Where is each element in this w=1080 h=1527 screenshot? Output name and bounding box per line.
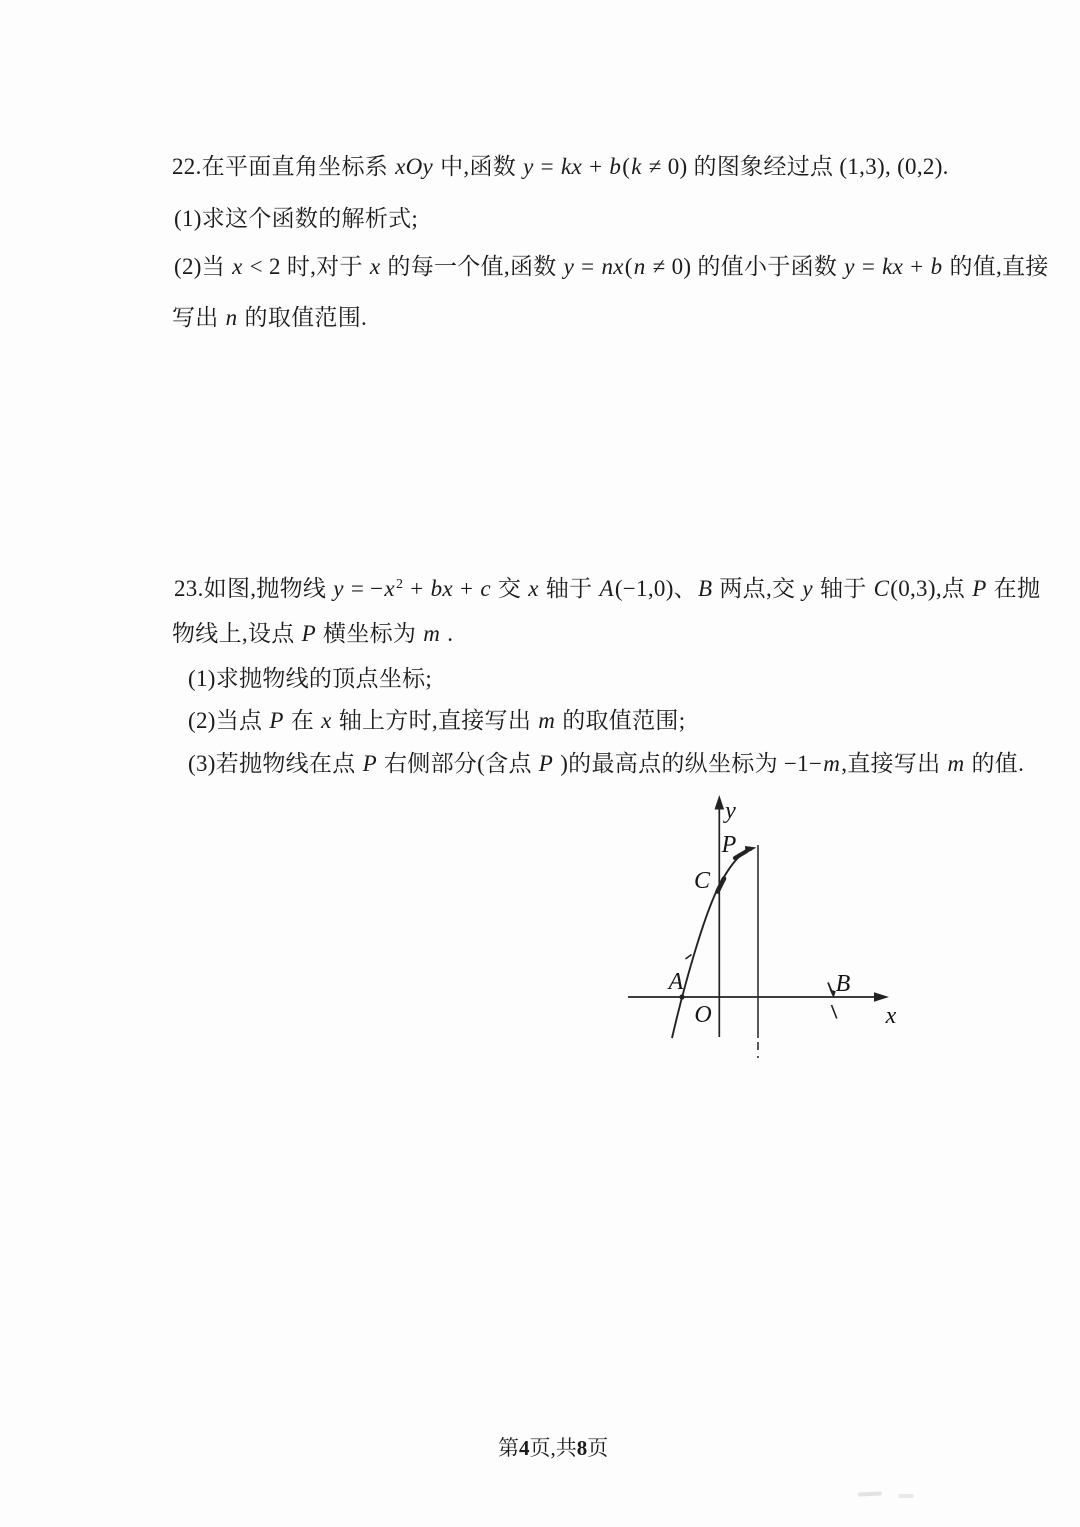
text-segment: c	[480, 576, 491, 601]
text-segment: < 2 时,对于	[243, 254, 369, 279]
text-segment: 在抛	[987, 576, 1041, 601]
text-segment: n	[225, 305, 238, 330]
question-22-stem	[172, 153, 949, 181]
curve-arrowhead-at-p	[745, 846, 757, 854]
text-segment: P	[972, 576, 987, 601]
point-a-dot	[679, 994, 684, 999]
text-segment: (	[624, 254, 633, 279]
text-segment: )的最高点的纵坐标为 −1−	[554, 751, 823, 776]
text-segment: P	[538, 751, 554, 776]
text-segment: x	[384, 576, 395, 601]
text-segment: b	[609, 154, 622, 179]
parabola-curve	[672, 850, 752, 1039]
text-segment: y	[563, 254, 575, 279]
text-segment: n	[633, 254, 646, 279]
y-axis-label: y	[725, 798, 736, 824]
text-segment: 2	[395, 577, 404, 592]
text-segment: = −	[344, 576, 384, 601]
question-23-stem-continued	[172, 620, 453, 648]
text-segment: (3)若抛物线在点	[188, 751, 362, 776]
text-segment: +	[404, 576, 430, 601]
text-segment: m	[423, 621, 441, 646]
text-segment: 22.在平面直角坐标系	[172, 154, 395, 179]
text-segment: +	[904, 254, 930, 279]
text-segment: 页	[587, 1436, 609, 1460]
text-segment: (	[622, 154, 631, 179]
text-segment: (2)当	[174, 254, 232, 279]
text-segment: =	[575, 254, 601, 279]
text-segment: xOy	[395, 154, 434, 179]
text-segment: (2)当点	[188, 708, 269, 733]
text-segment: y	[802, 576, 813, 601]
text-segment: ≠ 0)	[646, 254, 692, 279]
question-23-part-2	[188, 707, 685, 735]
question-23-part-3	[188, 750, 1024, 778]
text-segment: 4	[519, 1436, 530, 1460]
text-segment: 23.如图,抛物线	[174, 576, 333, 601]
text-segment: x	[232, 254, 243, 279]
text-segment: P	[362, 751, 377, 776]
text-segment: 横坐标为	[316, 621, 423, 646]
text-segment: 第	[498, 1436, 519, 1460]
page-footer	[498, 1432, 608, 1462]
text-segment: 的值.	[965, 751, 1025, 776]
text-segment: (1)求抛物线的顶点坐标;	[188, 666, 433, 691]
text-segment: .	[441, 621, 454, 646]
text-segment: P	[269, 708, 284, 733]
text-segment: b	[930, 254, 943, 279]
text-segment: +	[583, 154, 609, 179]
figure-parabola-graph	[600, 790, 910, 1080]
text-segment: bx	[430, 576, 453, 601]
text-segment: .	[942, 154, 949, 179]
point-a-label: A	[668, 969, 684, 995]
text-segment: (1)求这个函数的解析式;	[174, 206, 419, 231]
text-segment: y	[844, 254, 855, 279]
text-segment: =	[534, 154, 560, 179]
text-segment: m	[947, 751, 965, 776]
text-segment: m	[823, 751, 841, 776]
text-segment: (1,3)	[839, 154, 885, 179]
text-segment: nx	[601, 254, 624, 279]
question-22-part-1	[174, 205, 418, 233]
text-segment: P	[301, 621, 316, 646]
text-segment: 轴于	[539, 576, 599, 601]
text-segment: 页,共	[529, 1436, 577, 1460]
text-segment: k	[631, 154, 642, 179]
text-segment: kx	[561, 154, 583, 179]
point-p-label: P	[721, 832, 737, 858]
text-segment: C	[873, 576, 890, 601]
text-segment: 中,函数	[434, 154, 523, 179]
scan-artifact	[858, 1491, 882, 1496]
text-segment: A	[599, 576, 614, 601]
text-segment: ,直接写出	[841, 751, 947, 776]
text-segment: (0,2)	[891, 154, 943, 179]
text-segment: x	[321, 708, 332, 733]
scan-artifact	[898, 1494, 914, 1498]
text-segment: 右侧部分(含点	[377, 751, 538, 776]
question-23-part-1	[188, 665, 432, 693]
curve-bold-stroke-near-p	[735, 852, 746, 859]
text-segment: 的每一个值,函数	[381, 254, 563, 279]
curve-branch-at-b-lower	[832, 1005, 837, 1019]
text-segment: 8	[576, 1436, 588, 1460]
text-segment: y	[523, 154, 534, 179]
text-segment: 轴上方时,直接写出	[332, 708, 538, 733]
text-segment: (−1,0)、	[614, 576, 697, 601]
question-22-part-2	[174, 253, 1049, 281]
text-segment: 交	[491, 576, 528, 601]
text-segment: (0,3)	[890, 576, 936, 601]
x-axis-label: x	[885, 1003, 897, 1029]
text-segment: x	[369, 254, 381, 279]
question-22-part-2-continued	[172, 304, 367, 332]
origin-label: O	[694, 1002, 712, 1028]
curve-tick-mark	[686, 955, 692, 960]
text-segment: ≠ 0)	[642, 154, 688, 179]
question-23-stem	[174, 571, 1040, 603]
text-segment: 的取值范围;	[556, 708, 686, 733]
text-segment: 的值小于函数	[691, 254, 844, 279]
text-segment: 两点,交	[713, 576, 802, 601]
x-axis-arrowhead	[874, 992, 889, 1001]
text-segment: 的图象经过点	[687, 154, 840, 179]
text-segment: ,	[884, 154, 892, 179]
point-c-label: C	[693, 868, 711, 894]
text-segment: 的值,直接	[943, 254, 1049, 279]
text-segment: B	[697, 576, 713, 601]
text-segment: 写出	[172, 305, 225, 330]
y-axis-arrowhead	[715, 795, 725, 810]
text-segment: y	[333, 576, 344, 601]
text-segment: 的取值范围.	[238, 305, 368, 330]
text-segment: 轴于	[813, 576, 873, 601]
text-segment: ,点	[935, 576, 972, 601]
text-segment: 在	[284, 708, 321, 733]
text-segment: 物线上,设点	[172, 621, 301, 646]
text-segment: kx	[882, 254, 904, 279]
text-segment: +	[453, 576, 480, 601]
text-segment: m	[538, 708, 556, 733]
text-segment: x	[528, 576, 539, 601]
text-segment: =	[855, 254, 882, 279]
point-b-label: B	[835, 971, 851, 997]
